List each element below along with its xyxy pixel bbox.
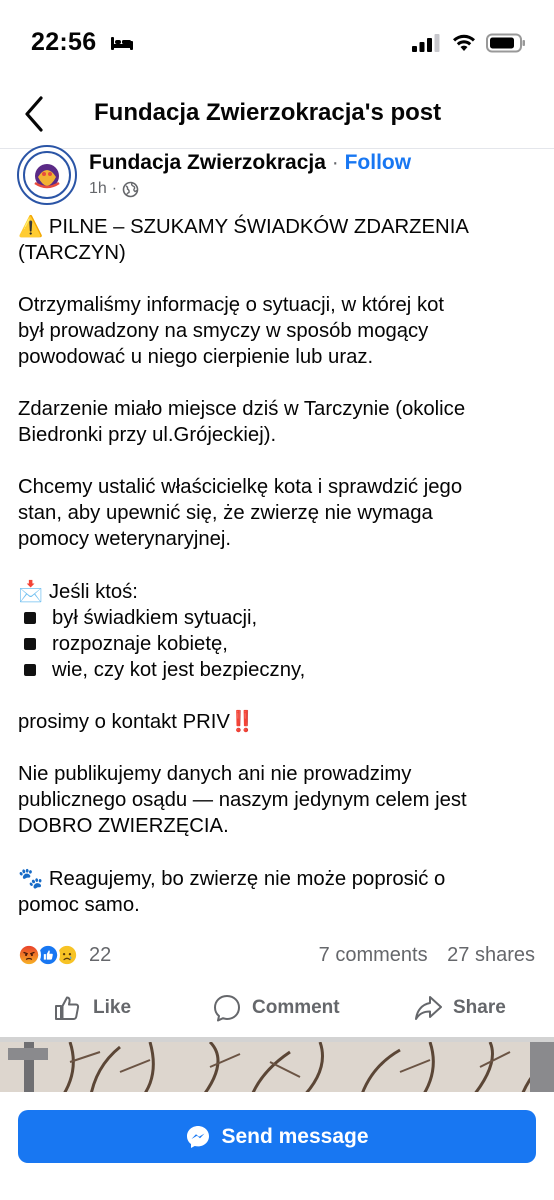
paragraph-disclaimer — [18, 761, 542, 839]
share-button[interactable] — [413, 991, 506, 1025]
like-button[interactable] — [53, 991, 131, 1025]
bullet-square-icon — [24, 612, 36, 624]
post-time[interactable]: 1h — [89, 180, 107, 197]
text-line: (TARCZYN) — [18, 242, 126, 264]
paragraph-urgent — [18, 213, 542, 266]
sleep-focus-icon — [110, 35, 134, 51]
back-chevron-icon[interactable] — [20, 94, 48, 134]
globe-icon — [122, 181, 139, 198]
paw-prints-icon: 🐾 — [18, 866, 44, 890]
bullet-item — [18, 631, 542, 657]
author-separator: · — [331, 151, 339, 174]
engagement-counts — [319, 944, 535, 967]
text-line: Chcemy ustalić właścicielkę kota i sprawdzić jego — [18, 476, 463, 498]
angry-reaction-icon — [17, 943, 41, 967]
text-line: pomoc samo. — [18, 894, 140, 916]
shares-count-link[interactable]: 27 shares — [447, 944, 535, 966]
text-line: Biedronki przy ul.Grójeckiej). — [18, 424, 277, 446]
paragraph-goal — [18, 474, 542, 552]
double-exclamation-icon: ‼️ — [229, 711, 256, 733]
bullet-square-icon — [24, 638, 36, 650]
share-label: Share — [453, 997, 506, 1018]
paragraph-location — [18, 396, 542, 448]
send-message-button[interactable] — [18, 1110, 536, 1163]
bullet-text: wie, czy kot jest bezpieczny, — [52, 659, 306, 681]
status-time: 22:56 — [31, 28, 97, 56]
page-title: Fundacja Zwierzokracja's post — [94, 99, 442, 126]
header-divider — [0, 148, 554, 149]
messenger-icon — [185, 1124, 211, 1150]
post-action-bar — [0, 985, 554, 1033]
text-line: stan, aby upewnić się, że zwierzę nie wymaga — [18, 502, 433, 524]
text-line: Nie publikujemy danych ani nie prowadzimy — [18, 763, 412, 785]
bottom-bar — [0, 1092, 554, 1200]
wifi-icon — [451, 32, 477, 52]
text-line: DOBRO ZWIERZĘCIA. — [18, 815, 229, 837]
share-arrow-icon — [413, 993, 443, 1023]
author-avatar[interactable] — [17, 145, 77, 205]
follow-button[interactable]: Follow — [344, 151, 412, 174]
reaction-count: 22 — [89, 943, 112, 966]
paragraph-contact — [18, 709, 542, 735]
text-line: publicznego osądu — naszym jedynym celem jest — [18, 789, 467, 811]
bullet-text: rozpoznaje kobietę, — [52, 633, 228, 655]
text-line: pomocy weterynaryjnej. — [18, 528, 232, 550]
post-meta — [89, 180, 139, 198]
bullet-item — [18, 605, 542, 631]
send-message-label: Send message — [221, 1124, 369, 1148]
envelope-icon: 📩 — [18, 579, 44, 603]
comment-button[interactable] — [212, 991, 340, 1025]
text-line: Reagujemy, bo zwierzę nie może poprosić o — [48, 868, 446, 890]
post-header-bar — [0, 88, 554, 146]
bullet-square-icon — [24, 664, 36, 676]
paragraph-closing — [18, 865, 542, 918]
text-line: PILNE – SZUKAMY ŚWIADKÓW ZDARZENIA — [48, 216, 469, 238]
paragraph-info — [18, 292, 542, 370]
author-name[interactable]: Fundacja Zwierzokracja — [89, 151, 326, 174]
comment-label: Comment — [252, 997, 340, 1018]
text-line: był prowadzony na smyczy w sposób mogący — [18, 320, 429, 342]
warning-icon: ⚠️ — [18, 214, 44, 238]
post-text — [18, 213, 542, 918]
bullet-text: był świadkiem sytuacji, — [52, 607, 258, 629]
comment-bubble-icon — [212, 993, 242, 1023]
comments-count-link[interactable]: 7 comments — [318, 944, 428, 966]
like-label: Like — [93, 997, 132, 1018]
battery-icon — [486, 33, 526, 53]
meta-separator: · — [111, 180, 118, 197]
author-line — [89, 151, 411, 175]
bullet-item — [18, 657, 542, 683]
text-line: powodować u niego cierpienie lub uraz. — [18, 346, 374, 368]
status-bar — [0, 0, 554, 88]
text-line: Jeśli ktoś: — [48, 581, 138, 603]
cellular-signal-icon — [412, 34, 440, 52]
text-line: Zdarzenie miało miejsce dziś w Tarczynie (okolice — [18, 398, 466, 420]
text-line: prosimy o kontakt PRIV — [18, 711, 230, 733]
foundation-logo-icon — [19, 147, 75, 203]
thumbs-up-icon — [53, 993, 83, 1023]
text-line: Otrzymaliśmy informację o sytuacji, w której kot — [18, 294, 445, 316]
paragraph-request — [18, 578, 542, 683]
reaction-summary[interactable] — [17, 943, 111, 967]
